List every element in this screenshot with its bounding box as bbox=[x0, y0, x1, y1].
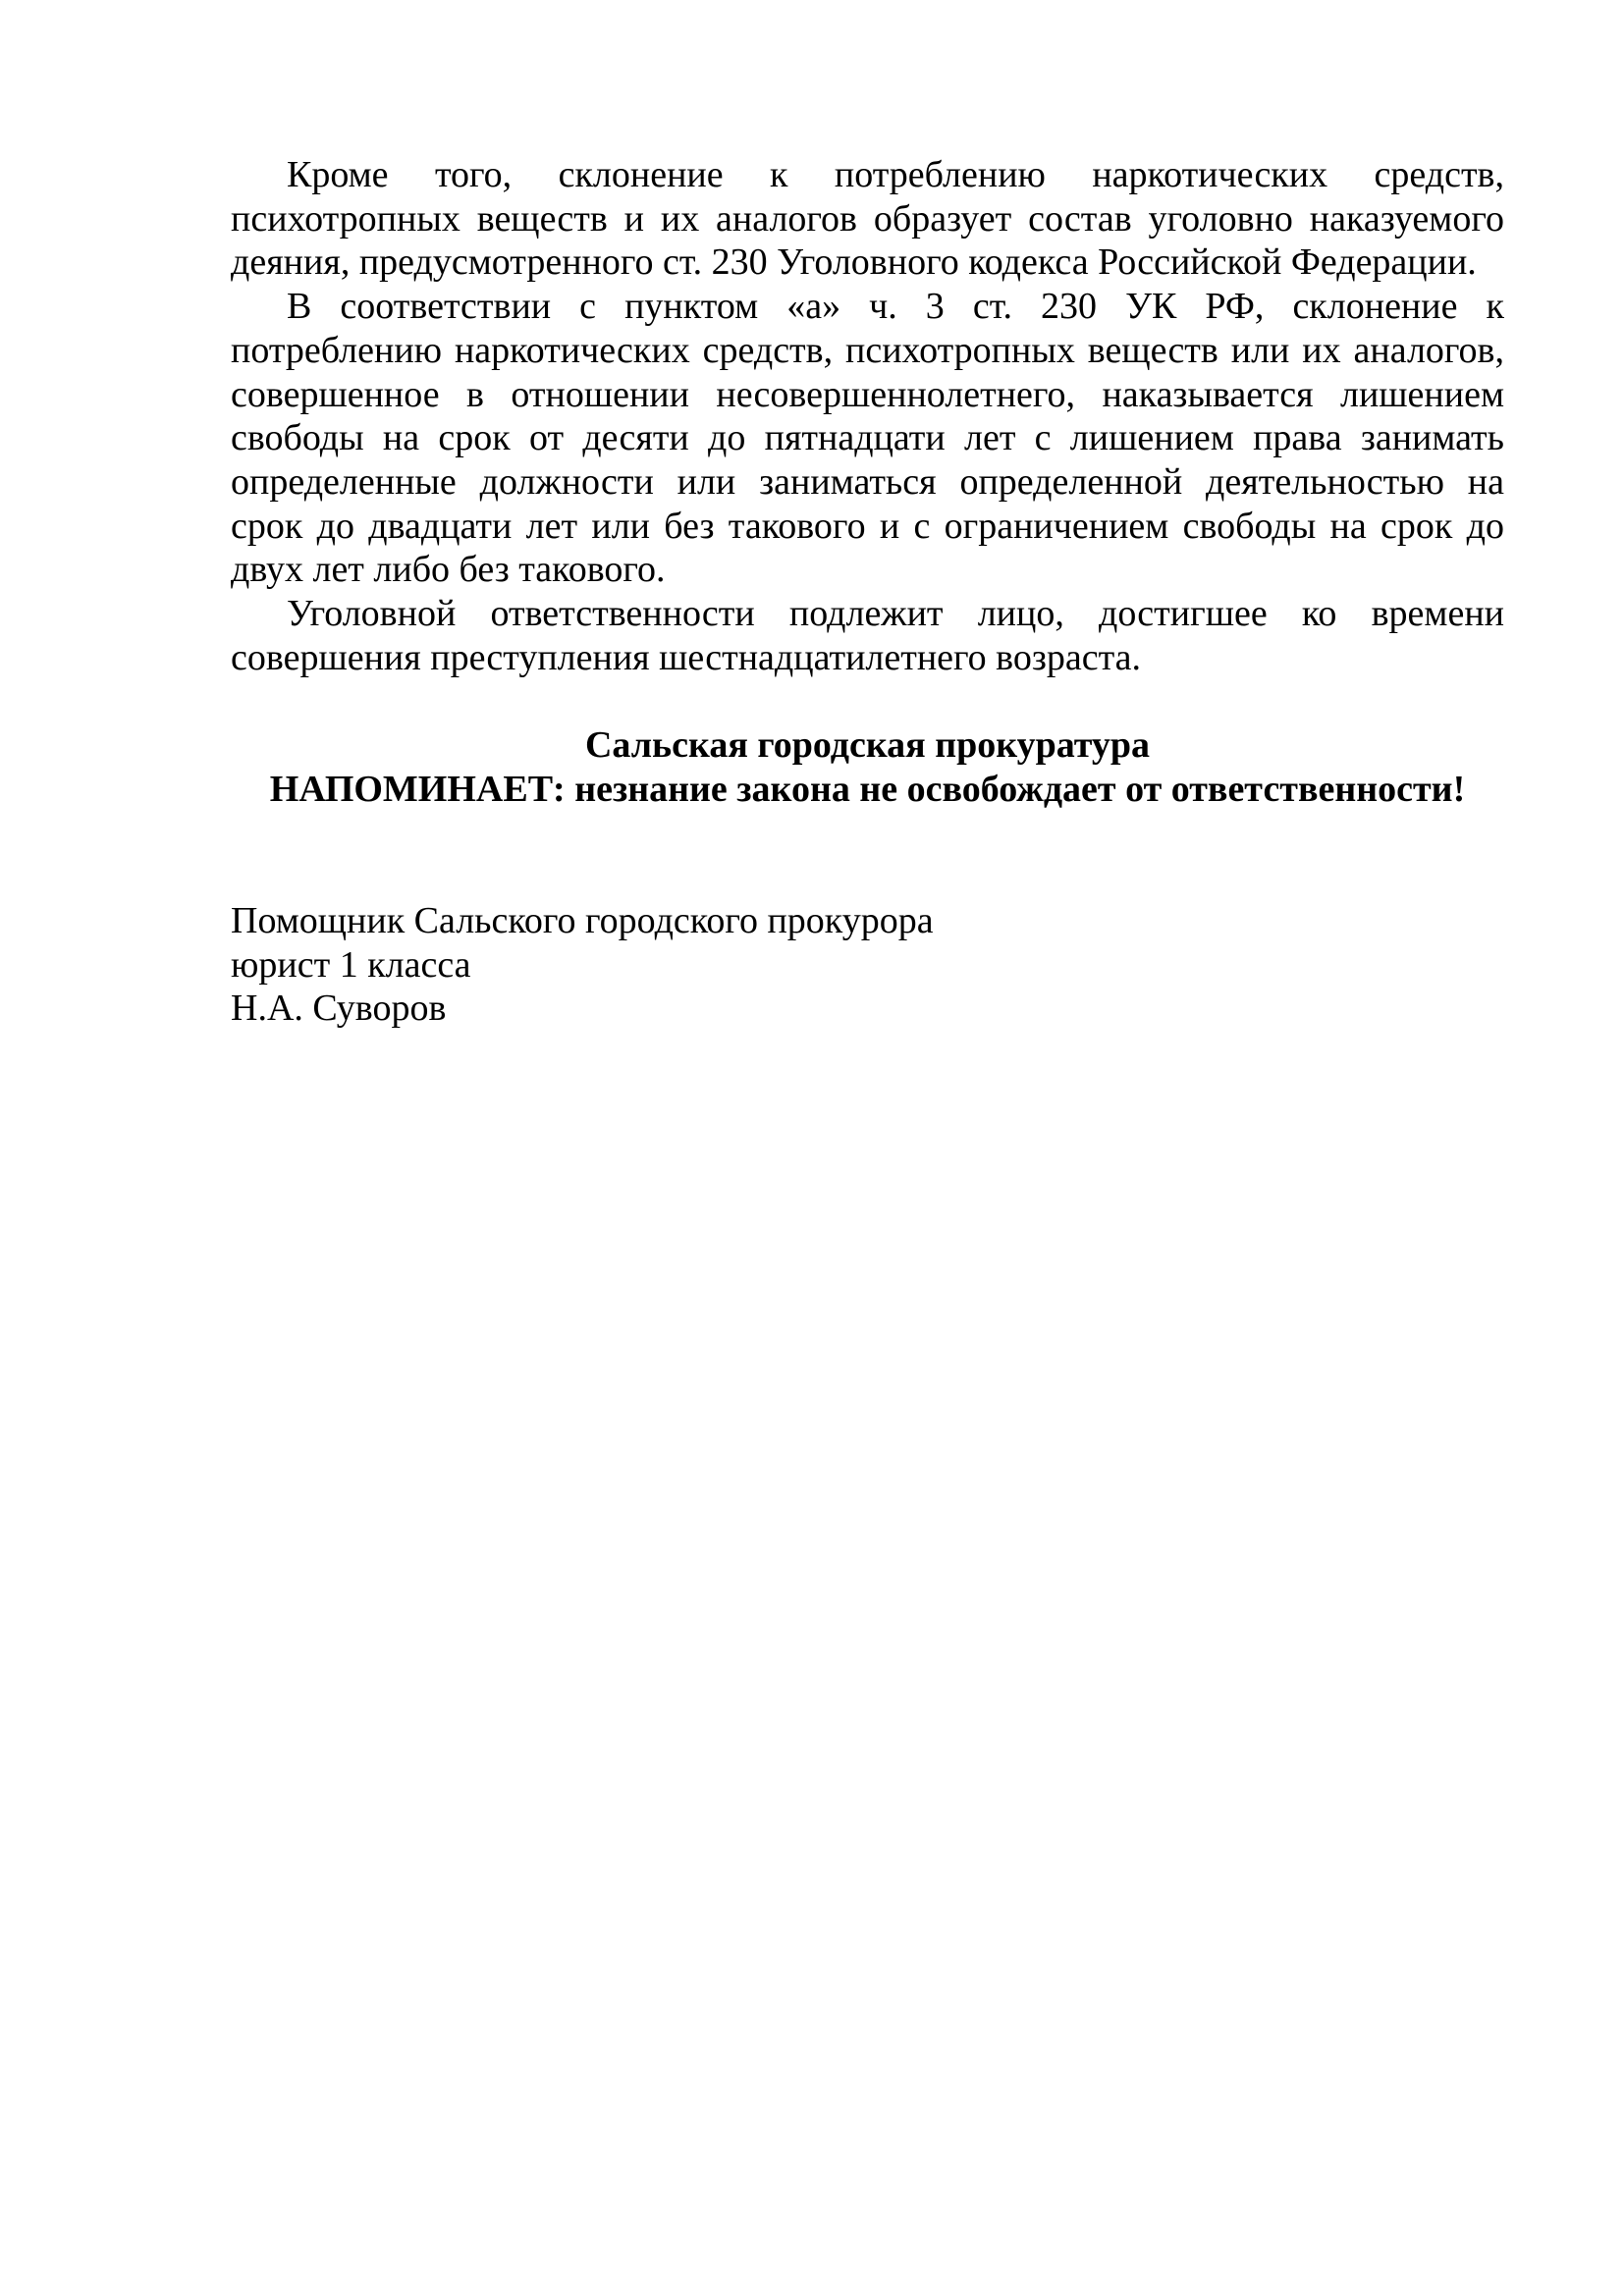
blank-line bbox=[231, 679, 1504, 723]
signature-block bbox=[231, 899, 1504, 1031]
blank-line bbox=[231, 855, 1504, 899]
text-line: двух лет либо без такового. bbox=[231, 549, 666, 591]
signature-rank-line: юрист 1 класса bbox=[231, 943, 471, 986]
text-line: Уголовной ответственности подлежит лицо, достигшее ко времени bbox=[287, 593, 1504, 635]
paragraph-criminal-liability bbox=[231, 153, 1504, 285]
document-content bbox=[231, 153, 1504, 1031]
text-line: деяния, предусмотренного ст. 230 Уголовного кодекса Российской Федерации. bbox=[231, 241, 1477, 284]
text-line: психотропных веществ и их аналогов образует состав уголовно наказуемого bbox=[231, 197, 1504, 240]
text-line: срок до двадцати лет или без такового и с ограничением свободы на срок до bbox=[231, 505, 1504, 547]
text-line: совершения преступления шестнадцатилетнего возраста. bbox=[231, 636, 1142, 678]
paragraph-age-of-liability bbox=[231, 592, 1504, 679]
signature-name-line: Н.А. Суворов bbox=[231, 988, 447, 1030]
text-line: В соответствии с пунктом «а» ч. 3 ст. 230 УК РФ, склонение к bbox=[287, 286, 1504, 328]
signature-position-line: Помощник Сальского городского прокурора bbox=[231, 899, 934, 941]
text-line: совершенное в отношении несовершеннолетнего, наказывается лишением bbox=[231, 373, 1504, 415]
paragraph-article-230 bbox=[231, 285, 1504, 592]
reminder-heading bbox=[231, 723, 1504, 811]
text-line: свободы на срок от десяти до пятнадцати лет с лишением права занимать bbox=[231, 417, 1504, 459]
text-line: Кроме того, склонение к потреблению наркотических средств, bbox=[287, 154, 1504, 195]
reminder-heading-line: НАПОМИНАЕТ: незнание закона не освобождает от ответственности! bbox=[269, 768, 1466, 810]
blank-line bbox=[231, 812, 1504, 856]
text-line: потреблению наркотических средств, психотропных веществ или их аналогов, bbox=[231, 329, 1504, 371]
reminder-heading-line: Сальская городская прокуратура bbox=[584, 724, 1151, 767]
text-line: определенные должности или заниматься определенной деятельностью на bbox=[231, 460, 1504, 503]
